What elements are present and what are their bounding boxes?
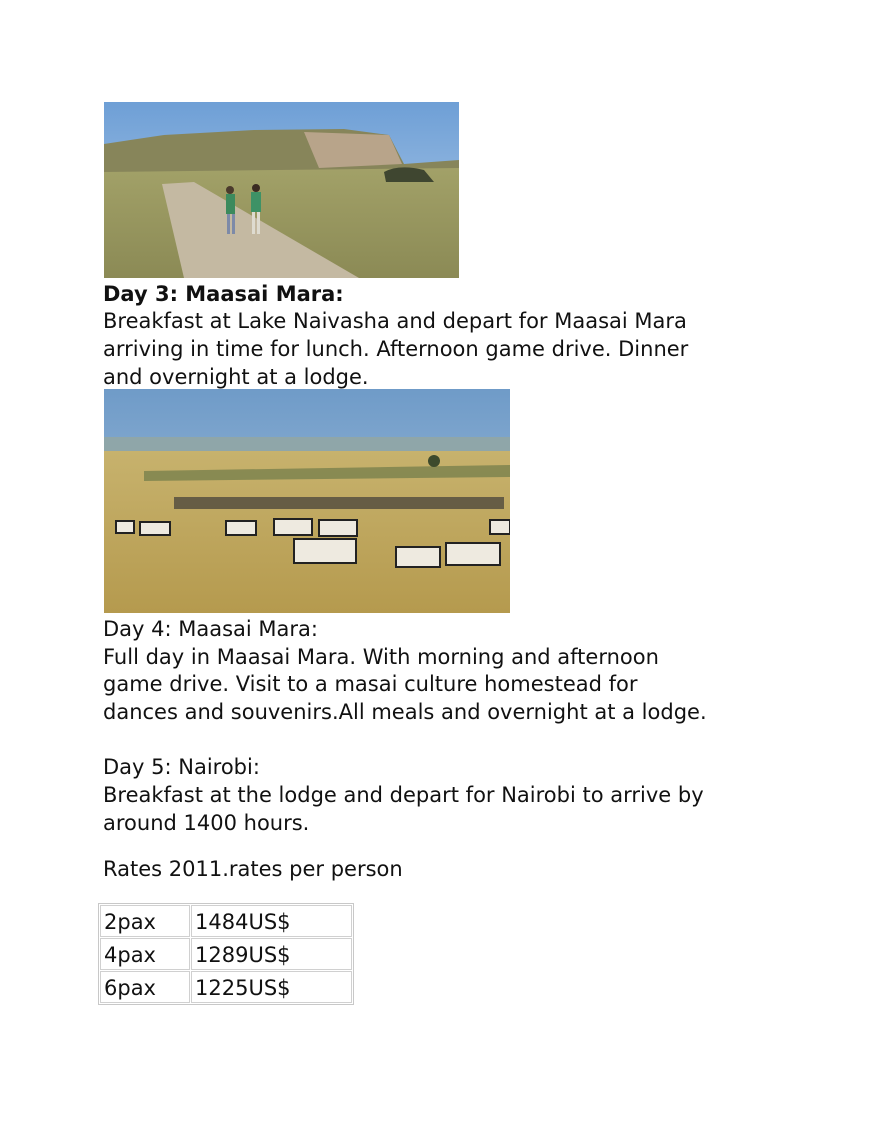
walkers-road-photo xyxy=(104,102,459,278)
day5-line-2: around 1400 hours. xyxy=(103,811,310,835)
rate-pax-cell: 2pax xyxy=(100,905,190,937)
table-row xyxy=(100,905,352,937)
day4-title: Day 4: Maasai Mara: xyxy=(103,617,318,641)
rate-price-cell: 1289US$ xyxy=(191,938,352,970)
rates-heading: Rates 2011.rates per person xyxy=(103,857,403,881)
day3-line-1: Breakfast at Lake Naivasha and depart for Maasai Mara xyxy=(103,309,687,333)
day5-line-1: Breakfast at the lodge and depart for Nairobi to arrive by xyxy=(103,783,704,807)
day4-line-3: dances and souvenirs.All meals and overnight at a lodge. xyxy=(103,700,707,724)
day3-line-3: and overnight at a lodge. xyxy=(103,365,369,389)
table-row xyxy=(100,971,352,1003)
rate-price-cell: 1484US$ xyxy=(191,905,352,937)
rates-table xyxy=(98,903,354,1005)
rate-price-cell: 1225US$ xyxy=(191,971,352,1003)
day4-line-2: game drive. Visit to a masai culture homestead for xyxy=(103,672,638,696)
rate-pax-cell: 6pax xyxy=(100,971,190,1003)
rate-pax-cell: 4pax xyxy=(100,938,190,970)
table-row xyxy=(100,938,352,970)
day4-line-1: Full day in Maasai Mara. With morning and afternoon xyxy=(103,645,659,669)
day3-line-2: arriving in time for lunch. Afternoon game drive. Dinner xyxy=(103,337,689,361)
zebras-savanna-photo xyxy=(104,389,510,613)
day5-title: Day 5: Nairobi: xyxy=(103,755,260,779)
day3-title: Day 3: Maasai Mara: xyxy=(103,282,344,306)
